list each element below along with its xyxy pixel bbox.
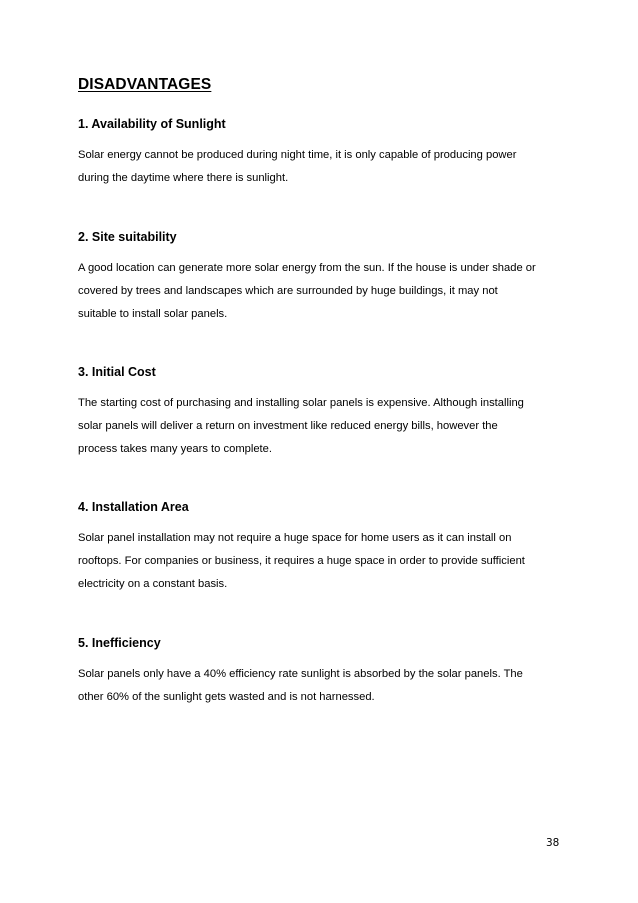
section-title: 4. Installation Area bbox=[78, 500, 189, 514]
body-line: Solar energy cannot be produced during night time, it is only capable of producing power bbox=[78, 149, 517, 161]
section-initial-cost bbox=[78, 364, 568, 461]
body-line: rooftops. For companies or business, it requires a huge space in order to provide sufficient bbox=[78, 555, 525, 567]
section-installation-area bbox=[78, 499, 568, 596]
body-line: suitable to install solar panels. bbox=[78, 308, 228, 320]
body-line: during the daytime where there is sunlight. bbox=[78, 172, 289, 184]
body-line: covered by trees and landscapes which are surrounded by huge buildings, it may not bbox=[78, 285, 498, 297]
body-line: solar panels will deliver a return on investment like reduced energy bills, however the bbox=[78, 420, 498, 432]
page-heading: DISADVANTAGES bbox=[78, 76, 212, 93]
section-body bbox=[78, 527, 568, 596]
body-line: electricity on a constant basis. bbox=[78, 578, 228, 590]
section-body bbox=[78, 392, 568, 461]
body-line: Solar panels only have a 40% efficiency rate sunlight is absorbed by the solar panels. The bbox=[78, 668, 523, 680]
section-title: 1. Availability of Sunlight bbox=[78, 117, 226, 131]
body-line: Solar panel installation may not require a huge space for home users as it can install on bbox=[78, 532, 512, 544]
section-title: 2. Site suitability bbox=[78, 230, 177, 244]
page-number: 38 bbox=[546, 837, 560, 849]
section-body bbox=[78, 663, 568, 709]
body-line: other 60% of the sunlight gets wasted and is not harnessed. bbox=[78, 691, 375, 703]
section-availability-of-sunlight bbox=[78, 116, 568, 190]
section-title: 5. Inefficiency bbox=[78, 636, 161, 650]
body-line: A good location can generate more solar energy from the sun. If the house is under shade or bbox=[78, 262, 536, 274]
section-title: 3. Initial Cost bbox=[78, 365, 156, 379]
section-body bbox=[78, 144, 568, 190]
body-line: The starting cost of purchasing and installing solar panels is expensive. Although installing bbox=[78, 397, 524, 409]
body-line: process takes many years to complete. bbox=[78, 443, 273, 455]
section-site-suitability bbox=[78, 229, 568, 326]
section-inefficiency bbox=[78, 635, 568, 709]
section-body bbox=[78, 257, 568, 326]
